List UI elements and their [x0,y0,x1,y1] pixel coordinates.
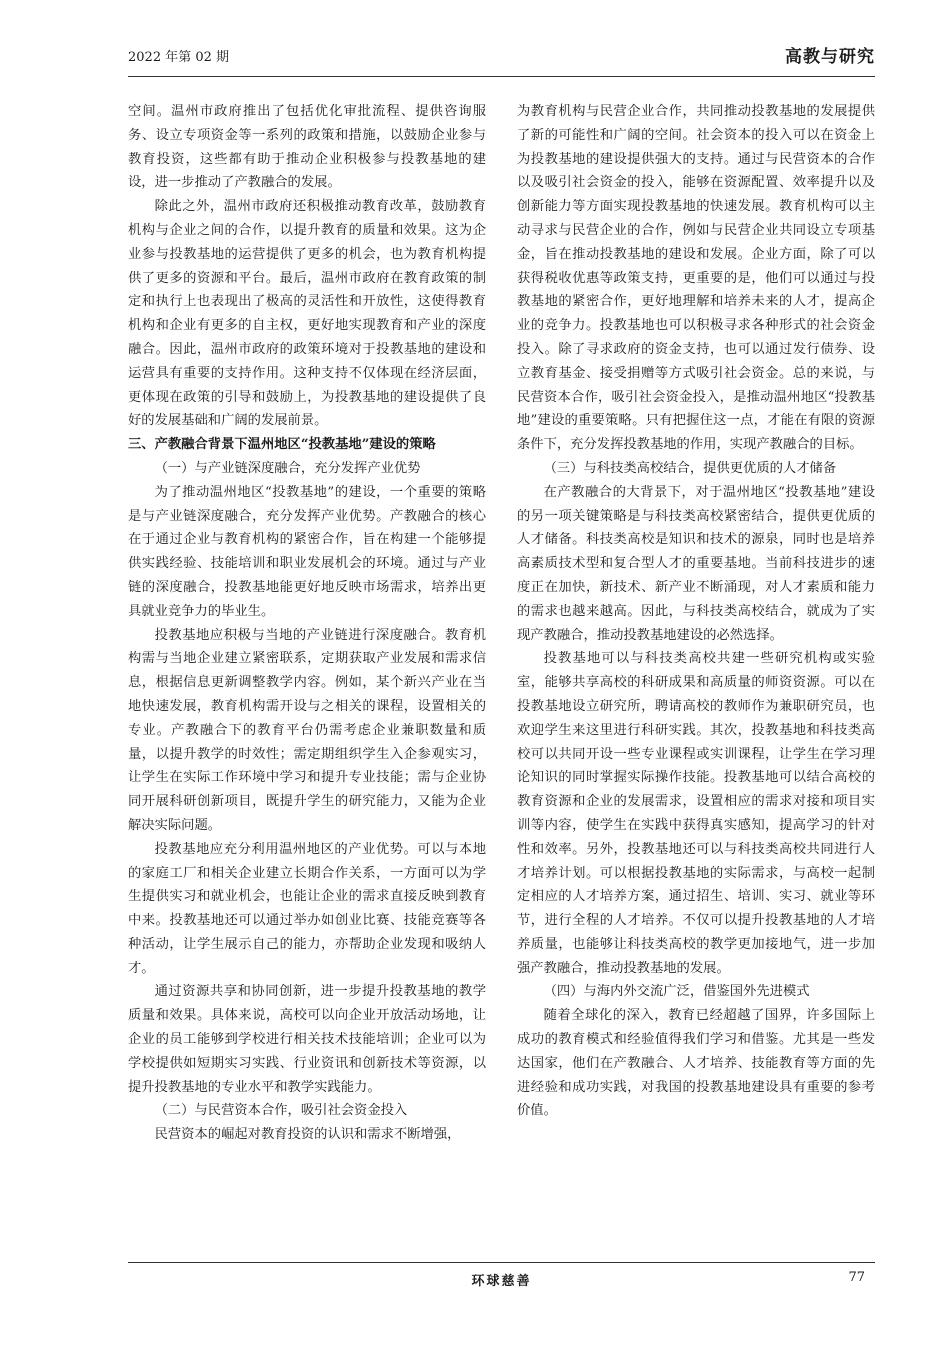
left-column [128,100,486,1147]
subsection-heading: （四）与海内外交流广泛，借鉴国外先进模式 [543,984,810,1000]
journal-title: 高教与研究 [785,47,875,67]
page-header [128,38,875,76]
paragraph: 民营资本的崛起对教育投资的认识和需求不断增强， [154,1127,461,1143]
header-divider [128,76,875,77]
subsection-heading: （三）与科技类高校结合，提供更优质的人才储备 [543,460,837,476]
section-heading: 三、产教融合背景下温州地区“投教基地”建设的策略 [128,437,436,453]
paragraph: 投教基地可以与科技类高校共建一些研究机构或实验室，能够共享高校的科研成果和高质量的师资资源。可以在投教基地设立研究所，聘请高校的教师作为兼职研究员，也欢迎学生来这里进行科研实践。其次，投教基地和科技类高校可以共同开设一些专业课程或实训课程，让学生在学习理论知识的同时掌握实际操作技能。投教基地可以结合高校的教育资源和企业的发展需求，设置相应的需求对接和项目实训等内容，使学生在实践中获得真实感知，提高学习的针对性和效率。另外，投教基地还可以与科技类高校共同进行人才培养计划。可以根据投教基地的实际需求，与高校一起制定相应的人才培养方案，通过招生、培训、实习、就业等环节，进行全程的人才培养。不仅可以提升投教基地的人才培养质量，也能够让科技类高校的教学更加接地气，进一步加强产教融合，推动投教基地的发展。 [517,651,875,976]
page-number: 77 [848,1270,865,1285]
paragraph: 空间。温州市政府推出了包括优化审批流程、提供咨询服务、设立专项资金等一系列的政策和措施，以鼓励企业参与教育投资，这些都有助于推动企业积极参与投教基地的建设，进一步推动了产教融合的发展。 [128,104,486,191]
right-column [517,100,875,1123]
subsection-heading: （二）与民营资本合作，吸引社会资金投入 [154,1103,408,1119]
paragraph: 为教育机构与民营企业合作，共同推动投教基地的发展提供了新的可能性和广阔的空间。社会资本的投入可以在资金上为投教基地的建设提供强大的支持。通过与民营资本的合作以及吸引社会资金的投入，能够在资源配置、效率提升以及创新能力等方面实现投教基地的快速发展。教育机构可以主动寻求与民营企业的合作，例如与民营企业共同设立专项基金，旨在推动投教基地的建设和发展。企业方面，除了可以获得税收优惠等政策支持，更重要的是，他们可以通过与投教基地的紧密合作，更好地理解和培养未来的人才，提高企业的竞争力。投教基地也可以积极寻求各种形式的社会资金投入。除了寻求政府的资金支持，也可以通过发行债券、设立教育基金、接受捐赠等方式吸引社会资金。总的来说，与民营资本合作，吸引社会资金投入，是推动温州地区“投教基地”建设的重要策略。只有把握住这一点，才能在有限的资源条件下，充分发挥投教基地的作用，实现产教融合的目标。 [517,104,875,453]
subsection-heading: （一）与产业链深度融合，充分发挥产业优势 [154,460,421,476]
paragraph: 在产教融合的大背景下，对于温州地区“投教基地”建设的另一项关键策略是与科技类高校紧密结合，提供更优质的人才储备。科技类高校是知识和技术的源泉，同时也是培养高素质技术型和复合型人才的重要基地。当前科技进步的速度正在加快，新技术、新产业不断涌现，对人才素质和能力的需求也越来越高。因此，与科技类高校结合，就成为了实现产教融合，推动投教基地建设的必然选择。 [517,484,875,643]
page-footer [128,1270,875,1296]
issue-label: 2022 年第 02 期 [128,50,230,65]
paragraph: 通过资源共享和协同创新，进一步提升投教基地的教学质量和效果。具体来说，高校可以向企业开放活动场地，让企业的员工能够到学校进行相关技术技能培训；企业可以为学校提供如短期实习实践、行业资讯和创新技术等资源，以提升投教基地的专业水平和教学实践能力。 [128,984,486,1095]
paragraph: 除此之外，温州市政府还积极推动教育改革，鼓励教育机构与企业之间的合作，以提升教育的质量和效果。这为企业参与投教基地的运营提供了更多的机会，也为教育机构提供了更多的资源和平台。最后，温州市政府在教育政策的制定和执行上也表现出了极高的灵活性和开放性，这使得教育机构和企业有更多的自主权，更好地实现教育和产业的深度融合。因此，温州市政府的政策环境对于投教基地的建设和运营具有重要的支持作用。这种支持不仅体现在经济层面，更体现在政策的引导和鼓励上，为投教基地的建设提供了良好的发展基础和广阔的发展前景。 [128,199,486,429]
paragraph: 投教基地应积极与当地的产业链进行深度融合。教育机构需与当地企业建立紧密联系，定期获取产业发展和需求信息，根据信息更新调整教学内容。例如，某个新兴产业在当地快速发展，教育机构需开设与之相关的课程，设置相关的专业。产教融合下的教育平台仍需考虑企业兼职数量和质量，以提升教学的时效性；需定期组织学生入企参观实习，让学生在实际工作环境中学习和提升专业技能；需与企业协同开展科研创新项目，既提升学生的研究能力，又能为企业解决实际问题。 [128,627,486,833]
magazine-name: 环球慈善 [471,1274,532,1289]
paragraph: 为了推动温州地区“投教基地”的建设，一个重要的策略是与产业链深度融合，充分发挥产业优势。产教融合的核心在于通过企业与教育机构的紧密合作，旨在构建一个能够提供实践经验、技能培训和职业发展机会的环境。通过与产业链的深度融合，投教基地能更好地反映市场需求，培养出更具就业竞争力的毕业生。 [128,484,486,619]
paragraph: 随着全球化的深入，教育已经超越了国界，许多国际上成功的教育模式和经验值得我们学习和借鉴。尤其是一些发达国家，他们在产教融合、人才培养、技能教育等方面的先进经验和成功实践，对我国的投教基地建设具有重要的参考价值。 [517,1008,875,1119]
footer-divider [128,1262,875,1263]
paragraph: 投教基地应充分利用温州地区的产业优势。可以与本地的家庭工厂和相关企业建立长期合作关系，一方面可以为学生提供实习和就业机会，也能让企业的需求直接反映到教育中来。投教基地还可以通过举办如创业比赛、技能竞赛等各种活动，让学生展示自己的能力，亦帮助企业发现和吸纳人才。 [128,841,486,976]
